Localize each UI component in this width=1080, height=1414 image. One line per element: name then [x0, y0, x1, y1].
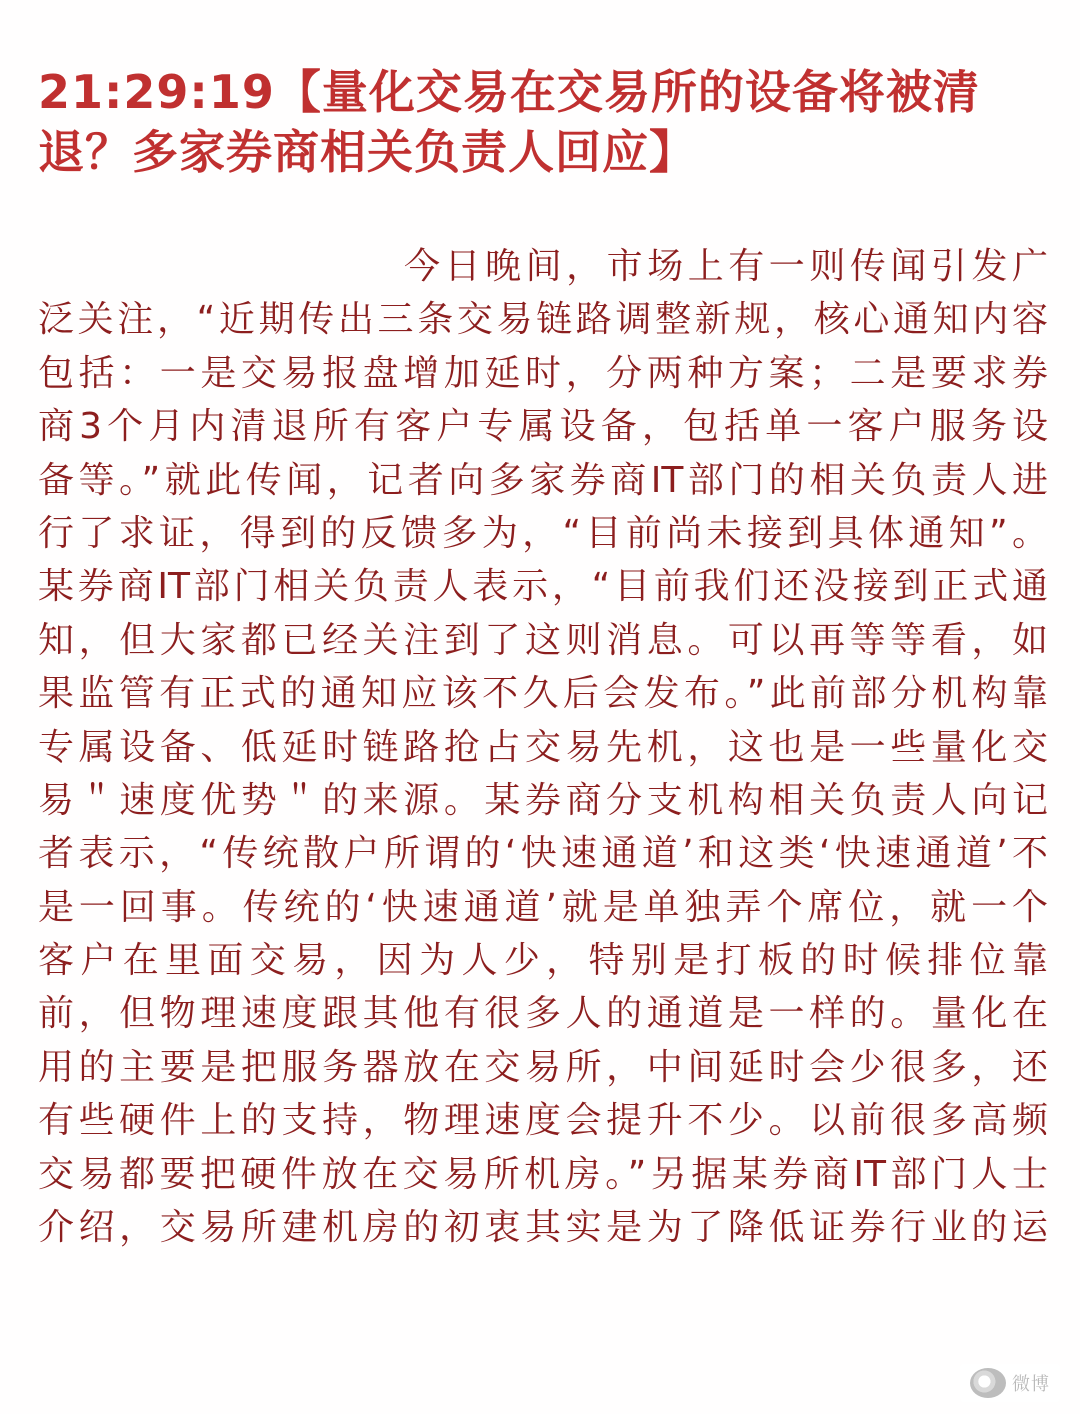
- headline-line-1: 21:29:19【量化交易在交易所的设备将被清: [38, 65, 980, 119]
- body-line: 备等。”就此传闻，记者向多家券商IT部门的相关负责人进: [38, 459, 1048, 501]
- body-line: 用的主要是把服务器放在交易所，中间延时会少很多，还: [38, 1046, 1048, 1088]
- body-line: 泛关注，“近期传出三条交易链路调整新规，核心通知内容: [38, 299, 1048, 341]
- article-body: [38, 240, 1048, 1249]
- body-line: 今日晚间，市场上有一则传闻引发广: [404, 246, 1048, 287]
- body-line: 专属设备、低延时链路抢占交易先机，这也是一些量化交: [38, 726, 1048, 768]
- body-line: 包括：一是交易报盘增加延时，分两种方案；二是要求券: [38, 352, 1048, 394]
- body-line: 客户在里面交易，因为人少，特别是打板的时候排位靠: [38, 940, 1048, 982]
- body-line: 易＂速度优势＂的来源。某券商分支机构相关负责人向记: [38, 779, 1048, 821]
- weibo-logo-icon: [970, 1368, 1006, 1398]
- body-line: 果监管有正式的通知应该不久后会发布。”此前部分机构靠: [38, 673, 1048, 715]
- article-headline: [38, 62, 1048, 182]
- body-line: 是一回事。传统的‘快速通道’就是单独弄个席位，就一个: [38, 886, 1048, 928]
- headline-line-2: 退？多家券商相关负责人回应】: [38, 125, 696, 179]
- body-line: 行了求证，得到的反馈多为，“目前尚未接到具体通知”。: [38, 512, 1048, 554]
- body-line: 商3个月内清退所有客户专属设备，包括单一客户服务设: [38, 406, 1048, 448]
- body-line: 介绍，交易所建机房的初衷其实是为了降低证券行业的运: [38, 1207, 1048, 1249]
- body-line: 知，但大家都已经关注到了这则消息。可以再等等看，如: [38, 619, 1048, 661]
- body-line: 前，但物理速度跟其他有很多人的通道是一样的。量化在: [38, 993, 1048, 1035]
- watermark-text: 微博: [1012, 1374, 1050, 1395]
- weibo-watermark: [960, 1364, 1060, 1402]
- body-line: 者表示，“传统散户所谓的‘快速通道’和这类‘快速通道’不: [38, 833, 1048, 875]
- body-line: 交易都要把硬件放在交易所机房。”另据某券商IT部门人士: [38, 1153, 1048, 1195]
- body-line: 有些硬件上的支持，物理速度会提升不少。以前很多高频: [38, 1100, 1048, 1142]
- body-line: 某券商IT部门相关负责人表示，“目前我们还没接到正式通: [38, 566, 1048, 608]
